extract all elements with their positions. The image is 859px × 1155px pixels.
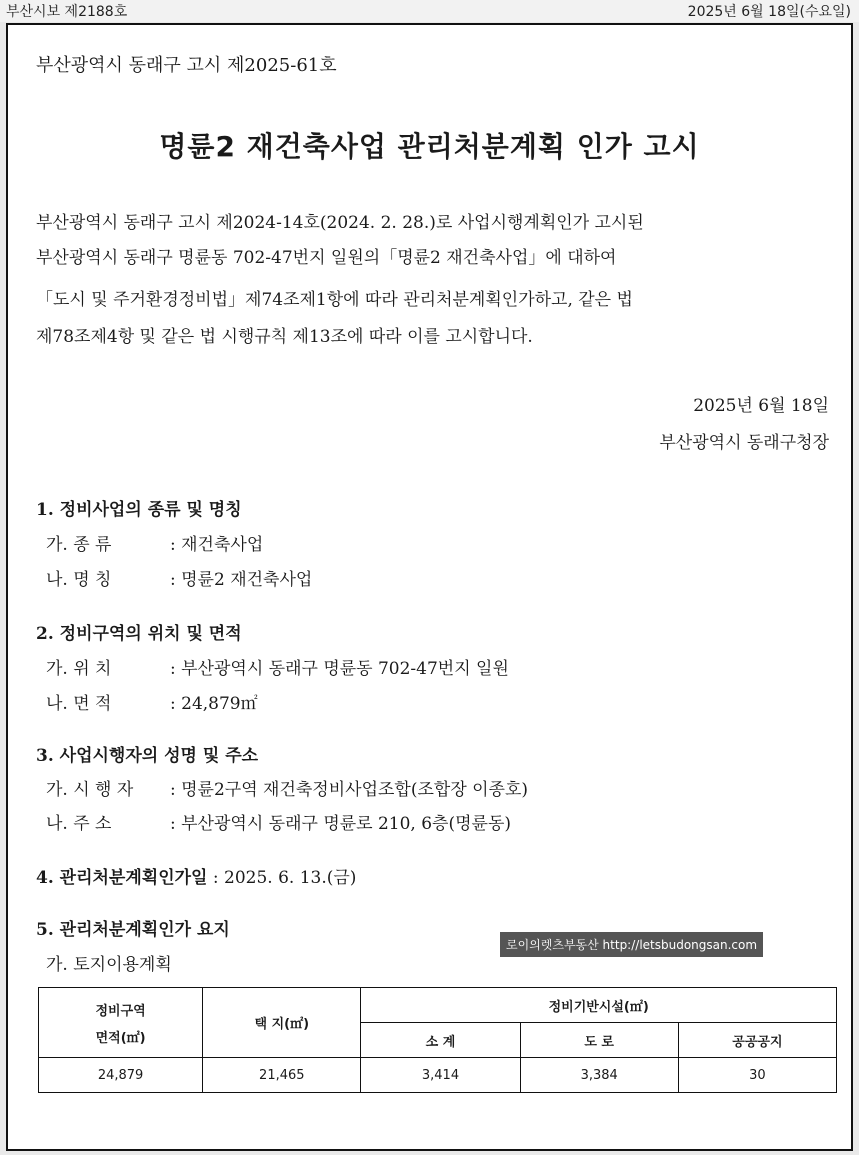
subtotal-header: 소 계 [361,1023,520,1058]
item-label: 가. 위 치 [46,659,112,679]
gazette-header-bar [0,0,859,22]
section-5-sub: 가. 토지이용계획 [46,955,172,975]
gazette-date: 2025년 6월 18일(수요일) [687,4,851,20]
watermark: 로이의렛츠부동산 http://letsbudongsan.com [500,932,763,957]
table-row [39,1058,837,1093]
section-2-item-1 [46,654,509,679]
body-line-2: 부산광역시 동래구 명륜동 702-47번지 일원의「명륜2 재건축사업」에 대하여 [36,248,617,268]
item-value: : 재건축사업 [170,535,264,555]
area-header [39,988,203,1058]
site-header: 택 지(㎡) [203,988,361,1058]
item-label: 가. 시 행 자 [46,780,134,800]
subtotal-cell: 3,414 [361,1058,520,1093]
section-2-item-2 [46,689,258,714]
section-1-heading: 1. 정비사업의 종류 및 명칭 [36,500,242,520]
area-header-line-2: 면적(㎡) [95,1030,146,1046]
notice-page [6,23,853,1151]
road-cell: 3,384 [520,1058,678,1093]
section-5-heading: 5. 관리처분계획인가 요지 [36,920,230,940]
item-label: 나. 명 칭 [46,570,112,590]
item-label: 가. 종 류 [46,535,112,555]
body-line-1: 부산광역시 동래구 고시 제2024-14호(2024. 2. 28.)로 사업시행계획인가 고시된 [36,213,644,233]
open-space-header: 공공공지 [678,1023,836,1058]
section-3-item-2 [46,809,511,834]
item-label: 나. 주 소 [46,814,112,834]
area-header-line-1: 정비구역 [95,1003,146,1019]
section-1-item-2 [46,565,312,590]
infra-header: 정비기반시설(㎡) [361,988,837,1023]
sign-date: 2025년 6월 18일 [693,396,829,416]
section-1-item-1 [46,530,263,555]
notice-number: 부산광역시 동래구 고시 제2025-61호 [36,55,337,76]
section-4-value: : 2025. 6. 13.(금) [207,868,357,888]
area-cell: 24,879 [39,1058,203,1093]
gazette-number: 부산시보 제2188호 [6,4,128,20]
land-use-table [38,987,837,1093]
item-value: : 부산광역시 동래구 명륜동 702-47번지 일원 [170,659,509,679]
item-value: : 24,879㎡ [170,694,258,714]
section-4-heading [36,863,356,888]
section-3-item-1 [46,775,528,800]
open-space-cell: 30 [678,1058,836,1093]
signer: 부산광역시 동래구청장 [659,433,829,453]
road-header: 도 로 [520,1023,678,1058]
item-value: : 명륜2구역 재건축정비사업조합(조합장 이종호) [170,780,529,800]
section-3-heading: 3. 사업시행자의 성명 및 주소 [36,746,259,766]
item-value: : 부산광역시 동래구 명륜로 210, 6층(명륜동) [170,814,512,834]
body-line-3: 「도시 및 주거환경정비법」제74조제1항에 따라 관리처분계획인가하고, 같은 법 [36,290,633,310]
item-label: 나. 면 적 [46,694,112,714]
table-header-row [39,988,837,1023]
page-title: 명륜2 재건축사업 관리처분계획 인가 고시 [159,130,700,163]
item-value: : 명륜2 재건축사업 [170,570,313,590]
site-cell: 21,465 [203,1058,361,1093]
body-line-4: 제78조제4항 및 같은 법 시행규칙 제13조에 따라 이를 고시합니다. [36,327,533,347]
section-4-title: 4. 관리처분계획인가일 [36,868,208,888]
section-2-heading: 2. 정비구역의 위치 및 면적 [36,624,242,644]
